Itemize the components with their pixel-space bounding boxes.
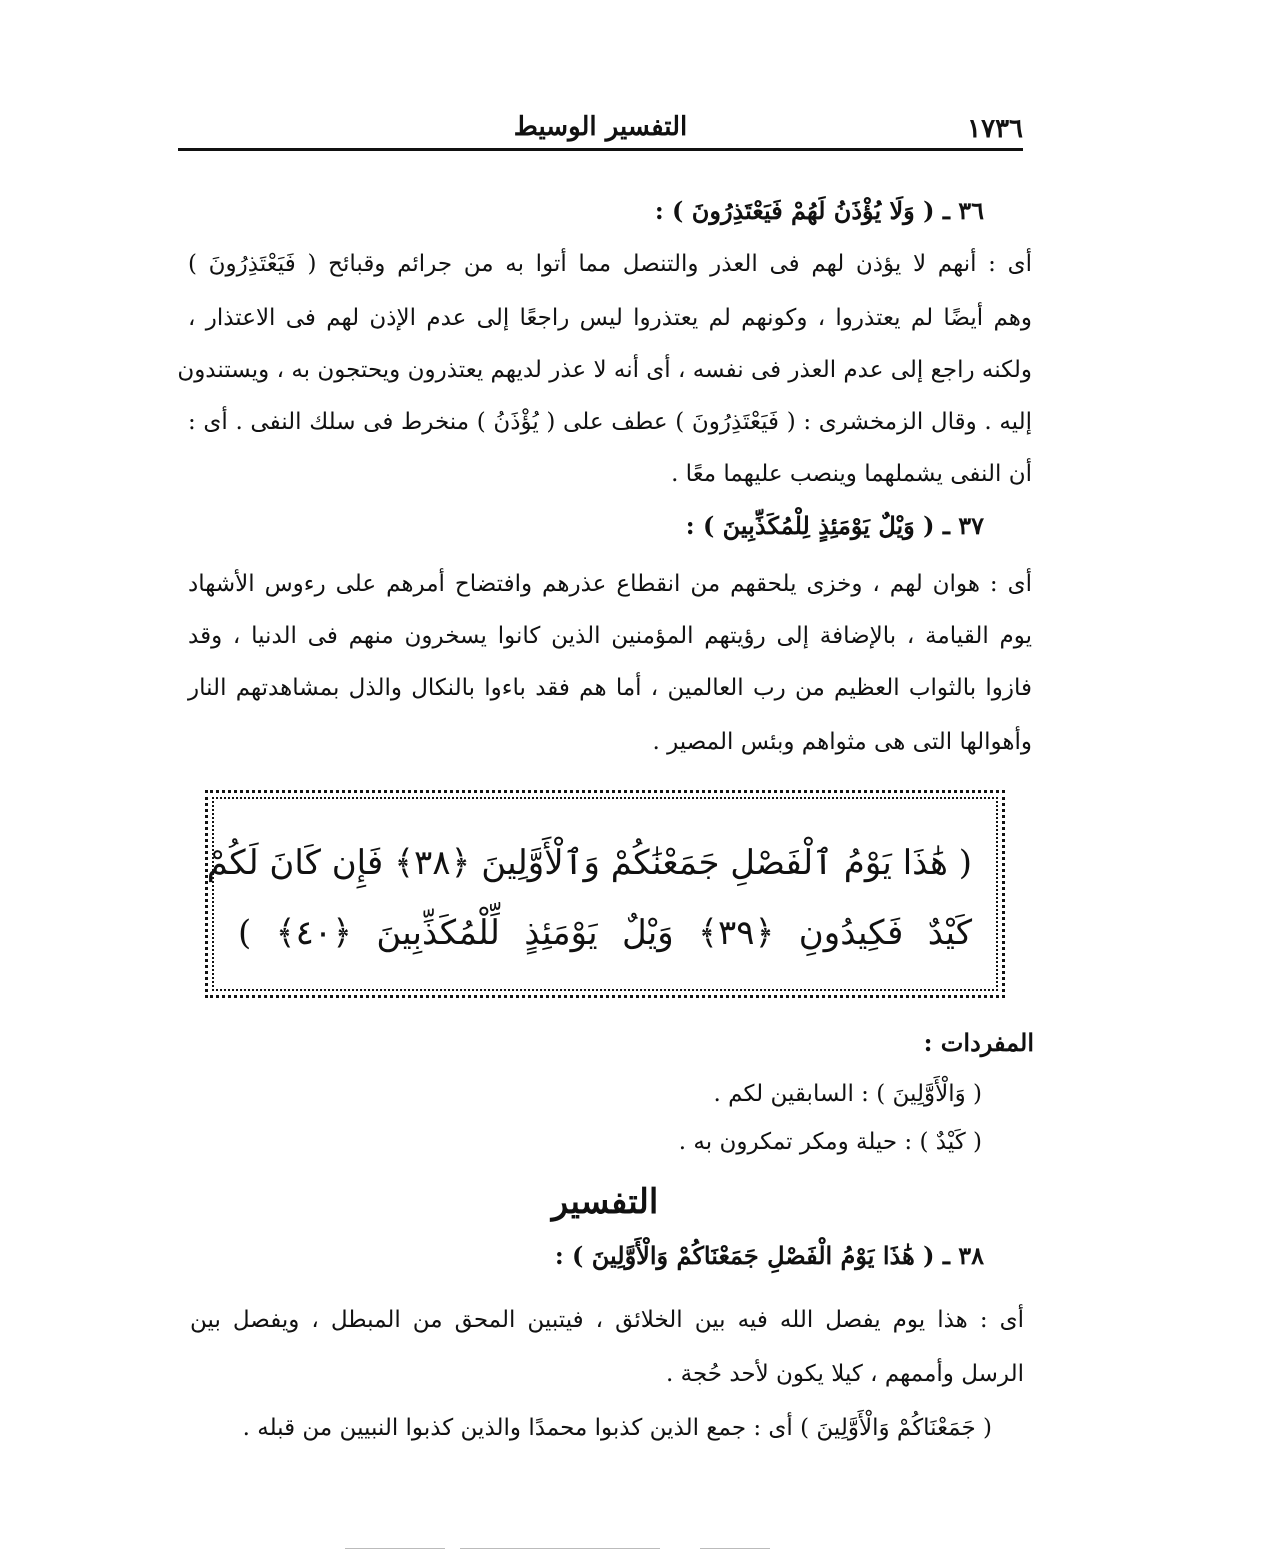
paragraph-line: ولكنه راجع إلى عدم العذر فى نفسه ، أى أنه لا عذر لديهم يعتذرون ويحتجون به ، ويستندون	[177, 357, 1032, 383]
scan-artifact-line	[700, 1548, 770, 1549]
paragraph-line: أى : هذا يوم يفصل الله فيه بين الخلائق ، فيتبين المحق من المبطل ، ويفصل بين	[190, 1307, 1024, 1333]
vocab-item: ( وَالْأَوَّلِينَ ) : السابقين لكم .	[713, 1081, 982, 1107]
paragraph-line: أى : هوان لهم ، وخزى يلحقهم من انقطاع عذرهم وافتضاح أمرهم على رءوس الأشهاد	[188, 571, 1032, 597]
section-title: التفسير	[551, 1182, 659, 1222]
scan-artifact-line	[345, 1548, 445, 1549]
quran-verse-box	[205, 790, 1005, 998]
paragraph-line: أى : أنهم لا يؤذن لهم فى العذر والتنصل مما أتوا به من جرائم وقبائح ( فَيَعْتَذِرُونَ )	[188, 251, 1032, 277]
paragraph-line: ( جَمَعْنَاكُمْ وَالْأَوَّلِينَ ) أى : جمع الذين كذبوا محمدًا والذين كذبوا النبيين من قبله .	[242, 1415, 992, 1441]
paragraph-line: إليه . وقال الزمخشرى : ( فَيَعْتَذِرُونَ ) عطف على ( يُؤْذَنُ ) منخرط فى سلك النفى . أى :	[188, 409, 1032, 435]
paragraph-line: يوم القيامة ، بالإضافة إلى رؤيتهم المؤمنين الذين كانوا يسخرون منهم فى الدنيا ، وقد	[188, 623, 1032, 649]
quran-line-1: ( هَٰذَا يَوْمُ ٱلْفَصْلِ جَمَعْنَٰكُمْ وَٱلْأَوَّلِينَ ﴿٣٨﴾ فَإِن كَانَ لَكُمْ	[206, 843, 972, 883]
vocab-title: المفردات :	[923, 1028, 1034, 1057]
vocab-item: ( كَيْدٌ ) : حيلة ومكر تمكرون به .	[678, 1129, 982, 1155]
page-header	[178, 110, 1023, 151]
page-number: ١٧٣٦	[967, 114, 1023, 144]
verse-37-heading: ٣٧ ـ ( وَيْلٌ يَوْمَئِذٍ لِلْمُكَذِّبِينَ ) :	[685, 511, 984, 540]
paragraph-line: وأهوالها التى هى مثواهم وبئس المصير .	[652, 729, 1032, 755]
paragraph-line: أن النفى يشملهما وينصب عليهما معًا .	[671, 461, 1032, 487]
quran-line-2: كَيْدٌ فَكِيدُونِ ﴿٣٩﴾ وَيْلٌ يَوْمَئِذٍ لِّلْمُكَذِّبِينَ ﴿٤٠﴾ )	[238, 913, 973, 953]
paragraph-line: وهم أيضًا لم يعتذروا ، وكونهم لم يعتذروا ليس راجعًا إلى عدم الإذن لهم فى الاعتذار ،	[188, 305, 1032, 331]
verse-38-heading: ٣٨ ـ ( هَٰذَا يَوْمُ الْفَصْلِ جَمَعْنَاكُمْ وَالْأَوَّلِينَ ) :	[554, 1241, 984, 1270]
paragraph-line: فازوا بالثواب العظيم من رب العالمين ، أما هم فقد باءوا بالنكال والذل بمشاهدتهم النار	[188, 675, 1032, 701]
running-title: التفسير الوسيط	[513, 112, 688, 142]
scan-artifact-line	[460, 1548, 660, 1549]
paragraph-line: الرسل وأممهم ، كيلا يكون لأحد حُجة .	[665, 1361, 1024, 1387]
verse-36-heading: ٣٦ ـ ( وَلَا يُؤْذَنُ لَهُمْ فَيَعْتَذِرُونَ ) :	[654, 196, 984, 225]
